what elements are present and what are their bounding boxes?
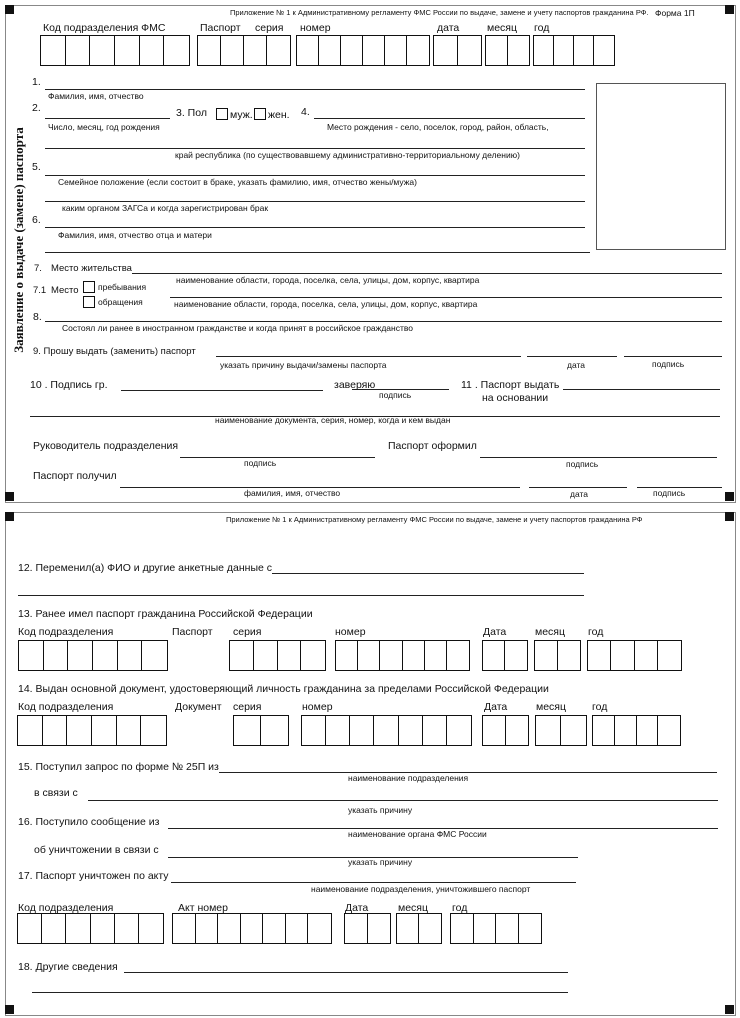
label-document: Документ (175, 701, 222, 713)
label-year: год (534, 22, 550, 34)
item-17-label: 17. Паспорт уничтожен по акту (18, 870, 169, 882)
form-number: Форма 1П (655, 8, 695, 18)
head-label: Руководитель подразделения (33, 440, 179, 452)
prev-number-cells[interactable] (335, 640, 470, 671)
appeal-label: обращения (98, 297, 143, 307)
other-info-line[interactable] (124, 972, 568, 973)
prev-series-cells[interactable] (229, 640, 326, 671)
label-month: месяц (487, 22, 518, 34)
caption-reason-2: указать причину (348, 857, 413, 867)
other-info-line-2[interactable] (32, 992, 568, 993)
label-number: номер (335, 626, 366, 638)
stay-checkbox[interactable] (83, 281, 95, 293)
corner-mark (5, 1005, 14, 1014)
passport-series-cells[interactable] (197, 35, 291, 66)
corner-mark (5, 492, 14, 501)
label-date: Дата (483, 626, 507, 638)
act-year-cells[interactable] (450, 913, 542, 944)
corner-mark (5, 512, 14, 521)
name-change-line[interactable] (272, 573, 584, 574)
prev-code-cells[interactable] (18, 640, 168, 671)
passport-number-cells[interactable] (296, 35, 430, 66)
label-series: серия (255, 22, 284, 34)
caption-family: Семейное положение (если состоит в браке, указать фамилию, имя, отчество жены/мужа) (58, 177, 417, 187)
residence-label: Место жительства (51, 263, 132, 274)
act-month-cells[interactable] (396, 913, 442, 944)
caption-head-signature: подпись (244, 458, 277, 468)
label-year: год (588, 626, 604, 638)
caption-zags: каким органом ЗАГСа и когда зарегистрирован брак (62, 203, 269, 213)
citizen-signature-line[interactable] (121, 390, 323, 391)
appendix-note: Приложение № 1 к Административному регламенту ФМС России по выдаче, замене и учету паспортов гражданина РФ. (230, 8, 649, 17)
label-code: Код подразделения (18, 701, 114, 713)
female-label: жен. (268, 109, 290, 121)
foreign-number-cells[interactable] (301, 715, 472, 746)
head-signature-line[interactable] (180, 457, 375, 458)
caption-issued-signature: подпись (566, 459, 599, 469)
year-cells[interactable] (533, 35, 615, 66)
caption-document: наименование документа, серия, номер, когда и кем выдан (215, 415, 451, 425)
act-code-cells[interactable] (17, 913, 164, 944)
reason-line[interactable] (216, 356, 521, 357)
item-number: 5. (32, 161, 41, 173)
label-series: серия (233, 701, 262, 713)
photo-box (596, 83, 726, 250)
citizenship-line[interactable] (45, 321, 722, 322)
prev-month-cells[interactable] (534, 640, 581, 671)
prev-date-cells[interactable] (482, 640, 528, 671)
item-13-label: 13. Ранее имел паспорт гражданина Российской Федерации (18, 608, 313, 620)
caption-received-date: дата (570, 489, 589, 499)
foreign-month-cells[interactable] (535, 715, 587, 746)
fms-code-cells[interactable] (40, 35, 190, 66)
male-label: муж. (230, 109, 253, 121)
month-cells[interactable] (485, 35, 530, 66)
issued-label: Паспорт оформил (388, 440, 477, 452)
act-date-cells[interactable] (344, 913, 391, 944)
place-label: Место (51, 285, 79, 296)
caption-reason-1: указать причину (348, 805, 413, 815)
caption-received-fio: фамилия, имя, отчество (244, 488, 341, 498)
caption-address-2: наименование области, города, поселка, села, улицы, дом, корпус, квартира (174, 299, 478, 309)
label-month: месяц (398, 902, 429, 914)
stay-label: пребывания (98, 282, 147, 292)
caption-birth-place: Место рождения - село, поселок, город, район, область, (327, 122, 549, 132)
stay-address-line[interactable] (170, 297, 722, 298)
label-number: номер (302, 701, 333, 713)
foreign-date-cells[interactable] (482, 715, 529, 746)
basis-label: на основании (482, 392, 549, 404)
corner-mark (725, 5, 734, 14)
fio-line[interactable] (45, 89, 585, 90)
form-sheet-1 (5, 5, 736, 503)
parents-line[interactable] (45, 227, 585, 228)
foreign-series-cells[interactable] (233, 715, 289, 746)
item-number: 2. (32, 102, 41, 114)
date-line[interactable] (527, 356, 617, 357)
caption-received-signature: подпись (653, 488, 686, 498)
label-act-number: Акт номер (178, 902, 228, 914)
destroy-due-label: об уничтожении в связи с (34, 844, 159, 856)
corner-mark (5, 5, 14, 14)
caption-fio: Фамилия, имя, отчество (48, 91, 144, 101)
foreign-year-cells[interactable] (592, 715, 681, 746)
date-cells[interactable] (433, 35, 482, 66)
label-date: Дата (484, 701, 508, 713)
item-number: 8. (33, 311, 42, 323)
item-number: 1. (32, 76, 41, 88)
act-number-cells[interactable] (172, 913, 332, 944)
request-reason-line[interactable] (88, 800, 718, 801)
residence-line[interactable] (132, 273, 722, 274)
label-number: номер (300, 22, 331, 34)
family-line[interactable] (45, 175, 585, 176)
label-date: Дата (345, 902, 369, 914)
appeal-checkbox[interactable] (83, 296, 95, 308)
zags-line[interactable] (45, 201, 585, 202)
received-label: Паспорт получил (33, 470, 117, 482)
signature-label: 10 . Подпись гр. (30, 379, 108, 391)
region-line[interactable] (45, 148, 585, 149)
item-12-label: 12. Переменил(а) ФИО и другие анкетные данные с (18, 562, 272, 574)
caption-fms-name: наименование органа ФМС России (348, 829, 487, 839)
caption-citizenship: Состоял ли ранее в иностранном гражданстве и когда принят в российское гражданство (62, 323, 414, 333)
caption-birth-date: Число, месяц, год рождения (48, 122, 160, 132)
name-change-line-2[interactable] (18, 595, 584, 596)
corner-mark (725, 492, 734, 501)
caption-destroy-unit: наименование подразделения, уничтожившего паспорт (311, 884, 531, 894)
caption-address: наименование области, города, поселка, села, улицы, дом, корпус, квартира (176, 275, 480, 285)
appendix-note-2: Приложение № 1 к Административному регламенту ФМС России по выдаче, замене и учету паспортов гражданина РФ (226, 515, 643, 524)
item-18-label: 18. Другие сведения (18, 961, 118, 973)
certify-label: заверяю (334, 379, 376, 391)
due-to-label: в связи с (34, 787, 78, 799)
item-15-label: 15. Поступил запрос по форме № 25П из (18, 761, 219, 773)
item-number: 7.1 (33, 285, 47, 296)
item-number: 4. (301, 106, 310, 118)
label-year: год (452, 902, 468, 914)
foreign-code-cells[interactable] (17, 715, 167, 746)
caption-unit-name: наименование подразделения (348, 773, 469, 783)
birth-place-line[interactable] (314, 118, 585, 119)
label-month: месяц (536, 701, 567, 713)
request-label: 9. Прошу выдать (заменить) паспорт (33, 346, 196, 357)
corner-mark (725, 1005, 734, 1014)
sex-label: 3. Пол (176, 107, 207, 119)
issued-signature-line[interactable] (480, 457, 717, 458)
signature-line[interactable] (624, 356, 722, 357)
label-month: месяц (535, 626, 566, 638)
caption-signature: подпись (652, 359, 685, 369)
caption-region: край республика (по существовавшему административно-территориальному делению) (175, 150, 520, 160)
birth-date-line[interactable] (45, 118, 170, 119)
item-14-label: 14. Выдан основной документ, удостоверяющий личность гражданина за пределами Российской Федерации (18, 683, 549, 695)
caption-parents: Фамилия, имя, отчество отца и матери (58, 230, 212, 240)
side-title: Заявление о выдаче (замене) паспорта (11, 127, 27, 353)
female-checkbox[interactable] (254, 108, 266, 120)
issue-label: 11 . Паспорт выдать (461, 379, 560, 391)
caption-signature-2: подпись (379, 390, 412, 400)
item-number: 6. (32, 214, 41, 226)
label-series: серия (233, 626, 262, 638)
label-year: год (592, 701, 608, 713)
caption-reason: указать причину выдачи/замены паспорта (220, 360, 387, 370)
prev-year-cells[interactable] (587, 640, 682, 671)
label-passport: Паспорт (172, 626, 213, 638)
caption-date: дата (567, 360, 586, 370)
request-unit-line[interactable] (219, 772, 717, 773)
label-code: Код подразделения (18, 902, 114, 914)
label-date: дата (437, 22, 460, 34)
male-checkbox[interactable] (216, 108, 228, 120)
label-code: Код подразделения (18, 626, 114, 638)
item-16-label: 16. Поступило сообщение из (18, 816, 160, 828)
item-number: 7. (34, 263, 42, 274)
received-date-line[interactable] (529, 487, 627, 488)
issue-line[interactable] (563, 389, 720, 390)
destroy-act-line[interactable] (171, 882, 576, 883)
label-passport: Паспорт (200, 22, 241, 34)
label-fms-code: Код подразделения ФМС (43, 22, 166, 34)
parents-line-2[interactable] (45, 252, 590, 253)
corner-mark (725, 512, 734, 521)
